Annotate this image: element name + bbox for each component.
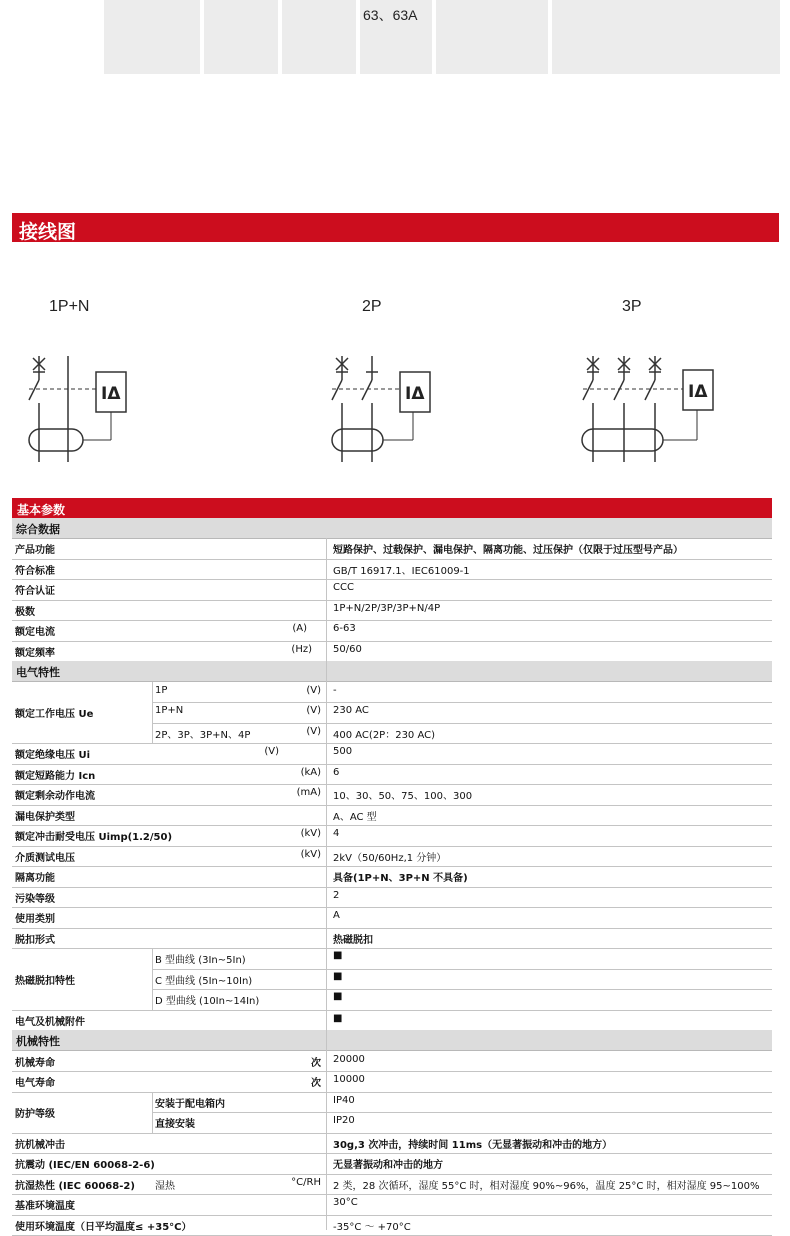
param-label: 抗机械冲击 <box>15 1136 65 1151</box>
table-row <box>12 928 772 950</box>
param-sub-label: 直接安装 <box>155 1115 195 1130</box>
param-unit: (Hz) <box>291 644 312 655</box>
param-label: 符合认证 <box>15 582 55 597</box>
param-label: 抗湿热性 (IEC 60068-2) <box>15 1177 135 1192</box>
param-label: 抗震动 (IEC/EN 60068-2-6) <box>15 1156 155 1171</box>
section-title: 电气特性 <box>16 664 60 680</box>
table-row <box>12 559 772 581</box>
table-cell <box>552 0 780 74</box>
param-label: 符合标准 <box>15 562 55 577</box>
params-title: 基本参数 <box>17 501 65 518</box>
table-row <box>12 805 772 827</box>
param-sub-label: D 型曲线 (10In~14In) <box>155 992 259 1007</box>
row-divider <box>152 969 772 970</box>
table-row <box>12 1133 772 1155</box>
table-cell <box>436 0 548 74</box>
param-label: 极数 <box>15 603 35 618</box>
section-title: 机械特性 <box>16 1033 60 1049</box>
row-divider <box>152 989 772 990</box>
param-value: CCC <box>333 582 354 593</box>
param-value: ■ <box>333 950 342 961</box>
table-row <box>12 825 772 847</box>
param-label: 额定剩余动作电流 <box>15 787 95 802</box>
param-value: GB/T 16917.1、IEC61009-1 <box>333 562 470 577</box>
param-value: 热磁脱扣 <box>333 931 373 946</box>
param-label: 基准环境温度 <box>15 1197 75 1212</box>
param-unit: (V) <box>306 685 321 696</box>
param-unit: (A) <box>292 623 307 634</box>
param-label: 使用类别 <box>15 910 55 925</box>
table-row <box>12 1174 772 1196</box>
param-value: 具备(1P+N、3P+N 不具备) <box>333 869 468 884</box>
table-row <box>12 620 772 642</box>
param-value: - <box>333 685 337 696</box>
table-row <box>12 1153 772 1175</box>
column-divider <box>326 538 327 1230</box>
section-title: 综合数据 <box>16 521 60 537</box>
wiring-diagram-2p <box>332 356 430 462</box>
table-row <box>12 887 772 909</box>
table-row-group <box>12 1092 772 1134</box>
param-value: 10000 <box>333 1074 365 1085</box>
diagram-label-2p: 2P <box>362 298 382 316</box>
param-label: 脱扣形式 <box>15 931 55 946</box>
param-unit: (kA) <box>301 767 321 778</box>
table-row <box>12 1194 772 1216</box>
param-value: ■ <box>333 971 342 982</box>
param-value: 4 <box>333 828 339 839</box>
param-unit: 次 <box>311 1074 321 1089</box>
table-row <box>12 579 772 601</box>
residual-current-symbol: IΔ <box>405 384 425 404</box>
table-row <box>12 846 772 868</box>
param-unit: (V) <box>306 705 321 716</box>
table-cell <box>282 0 356 74</box>
residual-current-symbol: IΔ <box>101 384 121 404</box>
column-divider <box>152 948 153 1010</box>
wiring-diagrams <box>0 340 790 470</box>
param-value: 2 <box>333 890 339 901</box>
param-label: 隔离功能 <box>15 869 55 884</box>
param-unit: (V) <box>306 726 321 737</box>
param-value: ■ <box>333 1013 342 1024</box>
wiring-diagram-1p-n <box>29 356 126 462</box>
table-row <box>12 764 772 786</box>
param-unit: 次 <box>311 1054 321 1069</box>
diagram-label-3p: 3P <box>622 298 642 316</box>
column-divider <box>152 682 153 744</box>
table-row <box>12 866 772 888</box>
param-unit: (kV) <box>301 849 321 860</box>
param-value: 6-63 <box>333 623 356 634</box>
param-label: 热磁脱扣特性 <box>15 972 75 987</box>
param-sub-label: 1P <box>155 685 167 696</box>
row-divider <box>152 702 772 703</box>
param-value: 2 类，28 次循环，湿度 55°C 时，相对湿度 90%~96%，温度 25°C 时，相对湿度 95~100% <box>333 1177 759 1192</box>
param-label: 额定电流 <box>15 623 55 638</box>
param-value: 1P+N/2P/3P/3P+N/4P <box>333 603 440 614</box>
diagram-label-1p-n: 1P+N <box>49 298 89 316</box>
param-value: A、AC 型 <box>333 808 377 823</box>
param-sub-label: B 型曲线 (3In~5In) <box>155 951 246 966</box>
table-row-group <box>12 682 772 745</box>
param-label: 电气及机械附件 <box>15 1013 85 1028</box>
param-value: 10、30、50、75、100、300 <box>333 787 472 802</box>
row-divider <box>152 1112 772 1113</box>
param-sub-label: C 型曲线 (5In~10In) <box>155 972 252 987</box>
current-rating-value: 63、63A <box>363 5 417 25</box>
table-cell <box>204 0 278 74</box>
table-row <box>12 784 772 806</box>
param-value: IP40 <box>333 1095 355 1106</box>
param-sub-label: 1P+N <box>155 705 183 716</box>
param-label: 污染等级 <box>15 890 55 905</box>
table-row <box>12 1010 772 1032</box>
param-label: 额定冲击耐受电压 Uimp(1.2/50) <box>15 828 172 843</box>
param-unit: (V) <box>264 746 279 757</box>
param-label: 介质测试电压 <box>15 849 75 864</box>
param-label: 漏电保护类型 <box>15 808 75 823</box>
param-sub-label: 2P、3P、3P+N、4P <box>155 726 250 741</box>
param-value: 2kV（50/60Hz,1 分钟） <box>333 849 446 864</box>
param-label: 机械寿命 <box>15 1054 55 1069</box>
param-value: ■ <box>333 991 342 1002</box>
param-value: 短路保护、过载保护、漏电保护、隔离功能、过压保护（仅限于过压型号产品） <box>333 541 683 556</box>
param-value: 20000 <box>333 1054 365 1065</box>
param-value: 30g,3 次冲击，持续时间 11ms（无显著振动和冲击的地方） <box>333 1136 612 1151</box>
param-value: 400 AC(2P：230 AC) <box>333 726 435 741</box>
wiring-diagram-3p <box>582 356 713 462</box>
param-unit: °C/RH <box>291 1177 321 1188</box>
table-cell <box>104 0 200 74</box>
section-general <box>12 518 772 539</box>
row-divider <box>152 723 772 724</box>
param-sub-label: 安装于配电箱内 <box>155 1095 225 1110</box>
table-row <box>12 600 772 622</box>
param-value: A <box>333 910 340 921</box>
param-label: 额定短路能力 Icn <box>15 767 95 782</box>
table-row <box>12 743 772 765</box>
param-value: 30°C <box>333 1197 358 1208</box>
section-header <box>12 1030 772 1051</box>
param-value: IP20 <box>333 1115 355 1126</box>
param-label: 额定频率 <box>15 644 55 659</box>
param-value: -35°C ～ +70°C <box>333 1218 411 1233</box>
param-value: 230 AC <box>333 705 369 716</box>
param-label: 产品功能 <box>15 541 55 556</box>
param-unit: (kV) <box>301 828 321 839</box>
previous-table-strip <box>104 0 780 74</box>
table-row <box>12 1215 772 1236</box>
param-value: 6 <box>333 767 339 778</box>
param-value: 500 <box>333 746 352 757</box>
params-header <box>12 498 772 518</box>
param-label: 防护等级 <box>15 1105 55 1120</box>
table-row <box>12 641 772 663</box>
param-label: 使用环境温度（日平均温度≤ +35°C） <box>15 1218 192 1233</box>
residual-current-symbol: IΔ <box>688 382 708 402</box>
param-label: 电气寿命 <box>15 1074 55 1089</box>
param-unit: (mA) <box>297 787 321 798</box>
table-row <box>12 1051 772 1073</box>
table-row <box>12 538 772 560</box>
table-row-group <box>12 948 772 1011</box>
wiring-section-title: 接线图 <box>19 217 76 244</box>
param-value: 无显著振动和冲击的地方 <box>333 1156 443 1171</box>
param-value: 50/60 <box>333 644 362 655</box>
wiring-section-banner <box>12 213 779 242</box>
table-row <box>12 1071 772 1093</box>
param-sub-label: 湿热 <box>155 1177 175 1192</box>
table-row <box>12 907 772 929</box>
param-label: 额定绝缘电压 Ui <box>15 746 90 761</box>
param-label: 额定工作电压 Ue <box>15 705 93 720</box>
section-header <box>12 661 772 682</box>
